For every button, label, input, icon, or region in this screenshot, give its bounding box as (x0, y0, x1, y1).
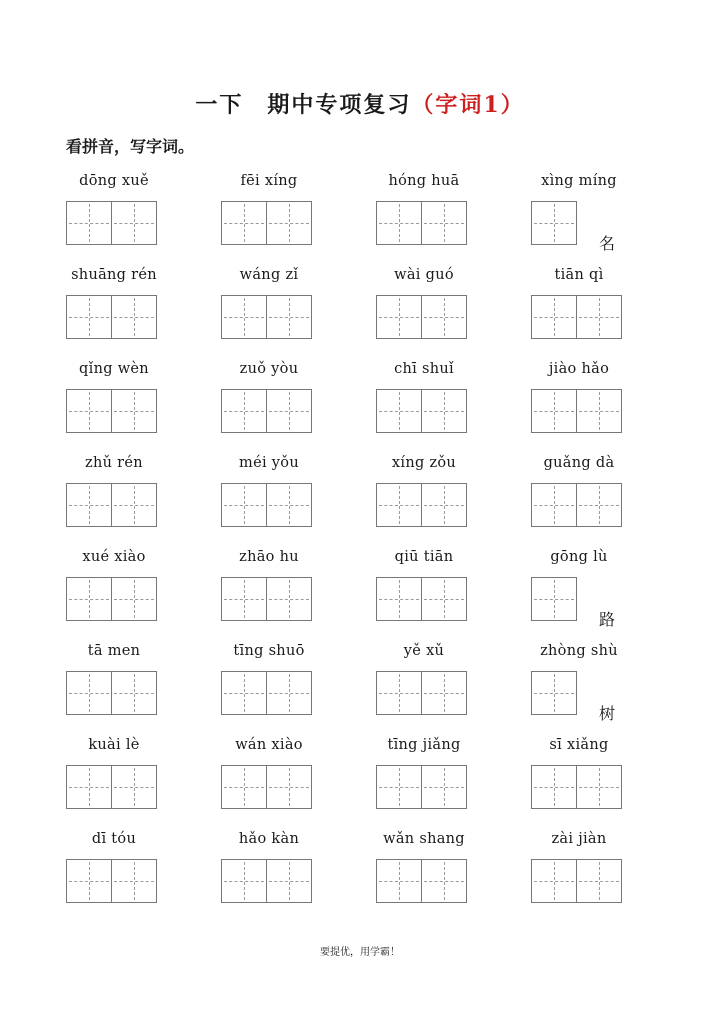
pinyin-label: tīng shuō (233, 643, 305, 659)
tianzige-box[interactable] (266, 389, 312, 433)
pinyin-label: guǎng dà (543, 455, 615, 471)
given-character: 名 (599, 234, 616, 253)
pinyin-item (531, 549, 681, 639)
tianzige-box[interactable] (576, 483, 622, 527)
tianzige-box[interactable] (531, 201, 577, 245)
tianzige-box[interactable] (421, 483, 467, 527)
tianzige-box[interactable] (421, 389, 467, 433)
tianzige-box[interactable] (111, 765, 157, 809)
tianzige-box[interactable] (111, 577, 157, 621)
writing-grid (376, 671, 466, 715)
tianzige-box[interactable] (111, 671, 157, 715)
pinyin-item (376, 455, 526, 545)
writing-grid (66, 389, 156, 433)
tianzige-box[interactable] (531, 577, 577, 621)
pinyin-item (66, 267, 216, 357)
pinyin-item (66, 173, 216, 263)
pinyin-label: sī xiǎng (549, 737, 609, 753)
tianzige-box[interactable] (66, 389, 112, 433)
pinyin-label: dī tóu (91, 831, 137, 847)
instruction: 看拼音，写字词。 (66, 137, 195, 156)
tianzige-box[interactable] (266, 577, 312, 621)
pinyin-item (221, 173, 371, 263)
title-highlight: （字词1） (411, 92, 525, 118)
tianzige-box[interactable] (221, 201, 267, 245)
pinyin-label: xìng míng (541, 173, 617, 189)
tianzige-box[interactable] (221, 483, 267, 527)
pinyin-label: zuǒ yòu (239, 361, 299, 377)
writing-grid (221, 765, 311, 809)
writing-grid (531, 295, 621, 339)
writing-grid (66, 295, 156, 339)
pinyin-label: dōng xuě (79, 173, 149, 189)
writing-grid (66, 765, 156, 809)
pinyin-item (221, 267, 371, 357)
tianzige-box[interactable] (531, 859, 577, 903)
pinyin-label: fēi xíng (240, 173, 298, 189)
writing-grid (221, 577, 311, 621)
pinyin-item (376, 267, 526, 357)
writing-grid (531, 765, 621, 809)
pinyin-item (66, 455, 216, 545)
tianzige-box[interactable] (376, 295, 422, 339)
pinyin-item (221, 737, 371, 827)
writing-grid (376, 577, 466, 621)
tianzige-box[interactable] (221, 577, 267, 621)
pinyin-item (376, 549, 526, 639)
tianzige-box[interactable] (576, 295, 622, 339)
writing-grid (531, 671, 576, 715)
pinyin-item (221, 361, 371, 451)
writing-grid (376, 389, 466, 433)
tianzige-box[interactable] (376, 577, 422, 621)
writing-grid (221, 201, 311, 245)
tianzige-box[interactable] (576, 389, 622, 433)
pinyin-label: wài guó (394, 267, 454, 283)
tianzige-box[interactable] (221, 859, 267, 903)
tianzige-box[interactable] (66, 577, 112, 621)
pinyin-label: chī shuǐ (394, 361, 454, 377)
pinyin-label: tā men (87, 643, 141, 659)
pinyin-item (221, 549, 371, 639)
tianzige-box[interactable] (376, 389, 422, 433)
writing-grid (531, 577, 576, 621)
pinyin-item (531, 737, 681, 827)
pinyin-label: wáng zǐ (239, 267, 299, 283)
writing-grid (376, 765, 466, 809)
pinyin-label: zhǔ rén (85, 455, 143, 471)
pinyin-label: wǎn shang (383, 831, 465, 847)
pinyin-item (376, 737, 526, 827)
pinyin-label: qiū tiān (394, 549, 454, 565)
footer: 要提优，用学霸！ (320, 947, 400, 958)
given-character: 路 (599, 610, 616, 629)
pinyin-label: xíng zǒu (391, 455, 457, 471)
tianzige-box[interactable] (531, 389, 577, 433)
tianzige-box[interactable] (66, 765, 112, 809)
pinyin-label: hóng huā (388, 173, 460, 189)
tianzige-box[interactable] (66, 483, 112, 527)
writing-grid (531, 483, 621, 527)
writing-grid (376, 295, 466, 339)
writing-grid (66, 201, 156, 245)
writing-grid (221, 483, 311, 527)
pinyin-item (376, 361, 526, 451)
tianzige-box[interactable] (66, 671, 112, 715)
page-title (0, 88, 720, 119)
pinyin-label: qǐng wèn (79, 361, 149, 377)
writing-grid (376, 859, 466, 903)
pinyin-label: gōng lù (550, 549, 608, 565)
tianzige-box[interactable] (221, 389, 267, 433)
tianzige-box[interactable] (111, 859, 157, 903)
pinyin-item (531, 267, 681, 357)
pinyin-item (66, 737, 216, 827)
pinyin-label: tiān qì (554, 267, 604, 283)
pinyin-item (376, 831, 526, 921)
pinyin-item (531, 643, 681, 733)
writing-grid (66, 859, 156, 903)
pinyin-item (376, 173, 526, 263)
writing-grid (66, 671, 156, 715)
pinyin-label: zhòng shù (540, 643, 618, 659)
tianzige-box[interactable] (376, 483, 422, 527)
tianzige-box[interactable] (266, 859, 312, 903)
pinyin-item (531, 455, 681, 545)
pinyin-label: shuāng rén (71, 267, 157, 283)
writing-grid (221, 671, 311, 715)
pinyin-item (531, 173, 681, 263)
writing-grid (221, 389, 311, 433)
pinyin-item (66, 549, 216, 639)
writing-grid (531, 389, 621, 433)
tianzige-box[interactable] (221, 295, 267, 339)
writing-grid (66, 483, 156, 527)
tianzige-box[interactable] (531, 483, 577, 527)
pinyin-item (221, 831, 371, 921)
tianzige-box[interactable] (266, 295, 312, 339)
given-character: 树 (599, 704, 616, 723)
writing-grid (376, 483, 466, 527)
tianzige-box[interactable] (111, 295, 157, 339)
tianzige-box[interactable] (376, 671, 422, 715)
writing-grid (221, 295, 311, 339)
pinyin-label: hǎo kàn (238, 831, 300, 847)
tianzige-box[interactable] (531, 765, 577, 809)
tianzige-box[interactable] (266, 765, 312, 809)
pinyin-label: zhāo hu (239, 549, 299, 565)
pinyin-item (66, 361, 216, 451)
tianzige-box[interactable] (421, 765, 467, 809)
tianzige-box[interactable] (376, 765, 422, 809)
tianzige-box[interactable] (266, 483, 312, 527)
pinyin-label: zài jiàn (551, 831, 607, 847)
tianzige-box[interactable] (111, 483, 157, 527)
pinyin-label: méi yǒu (239, 455, 299, 471)
pinyin-item (376, 643, 526, 733)
pinyin-label: yě xǔ (403, 643, 445, 659)
writing-grid (376, 201, 466, 245)
tianzige-box[interactable] (111, 389, 157, 433)
writing-grid (66, 577, 156, 621)
tianzige-box[interactable] (221, 671, 267, 715)
pinyin-item (531, 831, 681, 921)
pinyin-label: jiào hǎo (548, 361, 610, 377)
tianzige-box[interactable] (421, 201, 467, 245)
tianzige-box[interactable] (576, 859, 622, 903)
writing-grid (531, 859, 621, 903)
tianzige-box[interactable] (531, 295, 577, 339)
tianzige-box[interactable] (421, 295, 467, 339)
tianzige-box[interactable] (266, 201, 312, 245)
tianzige-box[interactable] (111, 201, 157, 245)
tianzige-box[interactable] (221, 765, 267, 809)
tianzige-box[interactable] (421, 671, 467, 715)
pinyin-item (66, 643, 216, 733)
writing-grid (531, 201, 576, 245)
pinyin-item (66, 831, 216, 921)
pinyin-item (531, 361, 681, 451)
tianzige-box[interactable] (421, 859, 467, 903)
tianzige-box[interactable] (421, 577, 467, 621)
tianzige-box[interactable] (66, 295, 112, 339)
tianzige-box[interactable] (576, 765, 622, 809)
pinyin-label: tīng jiǎng (387, 737, 461, 753)
pinyin-item (221, 643, 371, 733)
pinyin-label: wán xiào (235, 737, 303, 753)
pinyin-label: kuài lè (88, 737, 140, 753)
tianzige-box[interactable] (66, 201, 112, 245)
tianzige-box[interactable] (266, 671, 312, 715)
tianzige-box[interactable] (66, 859, 112, 903)
writing-grid (221, 859, 311, 903)
title-main: 一下 期中专项复习 (195, 92, 412, 118)
tianzige-box[interactable] (376, 201, 422, 245)
tianzige-box[interactable] (531, 671, 577, 715)
pinyin-label: xué xiào (82, 549, 146, 565)
pinyin-item (221, 455, 371, 545)
tianzige-box[interactable] (376, 859, 422, 903)
